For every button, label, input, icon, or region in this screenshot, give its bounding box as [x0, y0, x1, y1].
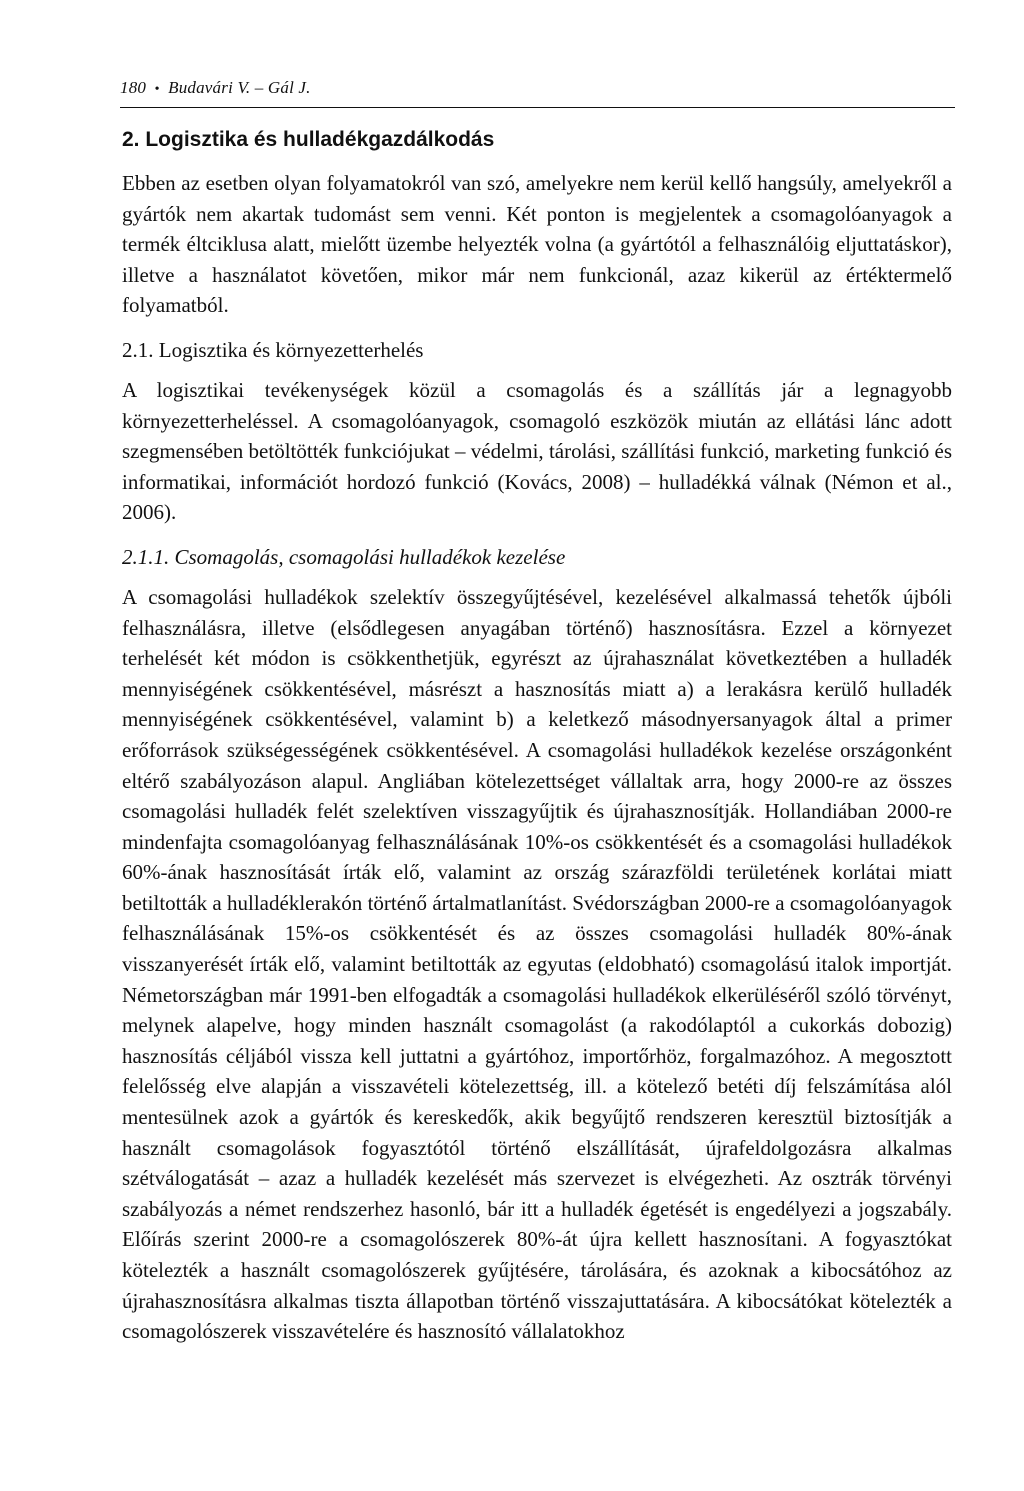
page-number: 180	[120, 78, 147, 97]
bullet-separator: •	[154, 82, 160, 97]
running-head	[120, 78, 311, 98]
section-title: 2. Logisztika és hulladékgazdálkodás	[122, 128, 495, 151]
subsubsection-title: 2.1.1. Csomagolás, csomagolási hulladékok kezelése	[122, 544, 566, 569]
subsubsection-paragraph: A csomagolási hulladékok szelektív összegyűjtésével, kezelésével alkalmassá tehetők újbóli felhasználásra, illetve (elsődlegesen anyagában történő) hasznosításra. Ezzel a környezet terhelését két módon is csökkenthetjük, egyrészt az újrahasználat következtében a hulladék mennyiségének csökkentésével, másrészt a hasznosítás miatt a) a lerakásra kerülő hulladék mennyiségének csökkentésével, valamint b) a keletkező másodnyersanyagok által a primer erőforrások szükségességének csökkentésével. A csomagolási hulladékok kezelése országonként eltérő szabályozáson alapul. Angliában kötelezettséget vállaltak arra, hogy 2000-re az összes csomagolási hulladék felét szelektíven visszagyűjtik és újrahasznosítják. Hollandiában 2000-re mindenfajta csomagolóanyag felhasználásának 10%-os csökkentését és a csomagolási hulladékok 60%-ának hasznosítását írták elő, valamint az ország szárazföldi területének korlátai miatt betiltották a hulladéklerakón történő ártalmatlanítást. Svédországban 2000-re a csomagolóanyagok felhasználásának 15%-os csökkentését és az összes csomagolási hulladék 80%-ának visszanyerését írták elő, valamint betiltották az egyutas (eldobható) csomagolású italok importját. Németországban már 1991-ben elfogadták a csomagolási hulladékok elkerüléséről szóló törvényt, melynek alapelve, hogy minden használt csomagolást (a rakodólaptól a cukorkás dobozig) hasznosítás céljából vissza kell juttatni a gyártóhoz, importőrhöz, forgalmazóhoz. A megosztott felelősség elve alapján a visszavételi kötelezettség, ill. a kötelező betéti díj felszámítása alól mentesülnek azok a gyártók és kereskedők, akik begyűjtő rendszeren keresztül biztosítják a használt csomagolások fogyasztótól történő elszállítását, újrafeldolgozásra alkalmas szétválogatását – azaz a hulladék kezelését más szervezet is elvégezheti. Az osztrák törvényi szabályozás a német rendszerhez hasonló, bár itt a hulladék égetését is engedélyezi a jogszabály. Előírás szerint 2000-re a csomagolószerek 80%-át újra kellett hasznosítani. A fogyasztókat kötelezték a használt csomagolószerek gyűjtésére, tárolására, és azoknak a kibocsátóhoz az újrahasznosításra alkalmas tiszta állapotban történő visszajuttatására. A kibocsátókat kötelezték a csomagolószerek visszavételére és hasznosító vállalatokhoz	[122, 584, 952, 1344]
section-paragraph: Ebben az esetben olyan folyamatokról van szó, amelyekre nem kerül kellő hangsúly, amelyekről a gyártók nem akartak tudomást sem venni. Két ponton is megjelentek a csomagolóanyagok a termék éltciklusa alatt, mielőtt üzembe helyezték volna (a gyártótól a felhasználóig eljuttatáskor), illetve a használatot követően, mikor már nem funkcionál, azaz kikerül az értéktermelő folyamatból.	[122, 171, 952, 318]
running-head-authors: Budavári V. – Gál J.	[168, 78, 311, 97]
subsection-title: 2.1. Logisztika és környezetterhelés	[122, 337, 424, 362]
header-rule	[120, 107, 955, 108]
page-content	[122, 124, 952, 1347]
subsection-paragraph: A logisztikai tevékenységek közül a csomagolás és a szállítás jár a legnagyobb környezetterheléssel. A csomagolóanyagok, csomagoló eszközök miután az ellátási lánc adott szegmensében betöltötték funkciójukat – védelmi, tárolási, szállítási funkció, marketing funkció és informatikai, információt hordozó funkció (Kovács, 2008) – hulladékká válnak (Némon et al., 2006).	[122, 377, 952, 525]
